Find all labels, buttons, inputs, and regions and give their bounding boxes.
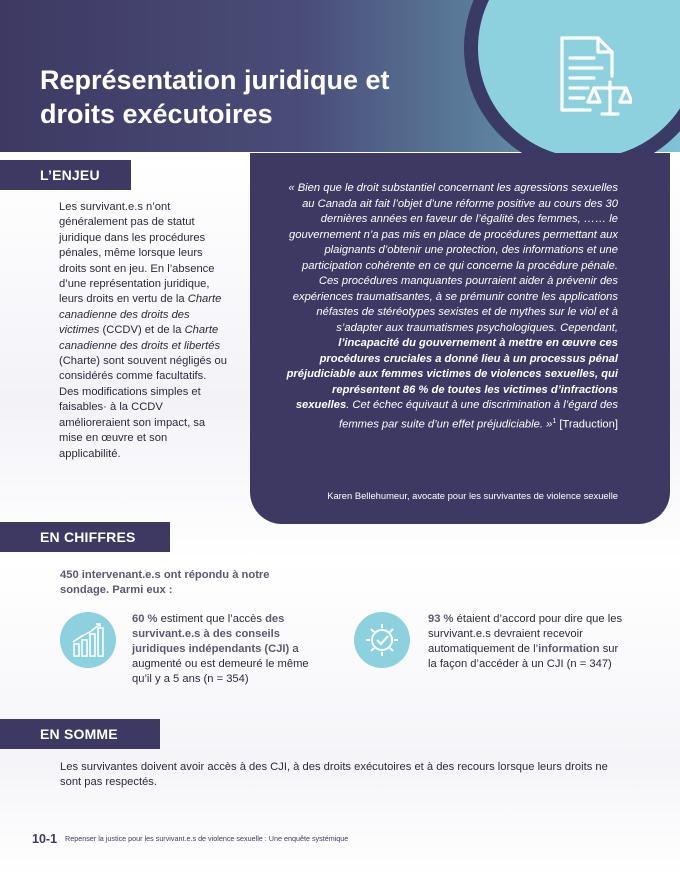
stat-1-text-2: a augmenté ou est demeuré le même qu’il y a 5 ans (n = 354): [132, 643, 309, 685]
summary-text: Les survivantes doivent avoir accès à des CJI, à des droits exécutoires et à des recours lorsque leurs droits ne sont pas respectés.: [60, 761, 608, 788]
quote-bold: l’incapacité du gouvernement à mettre en œuvre ces procédures cruciales a donné lieu à un processus pénal préjudiciable aux femmes victimes de violences sexuelles, qui représentent 86 % de toutes les victimes d’infractions sexuelles: [286, 337, 618, 411]
footer: [32, 831, 592, 847]
ccdv-title: Charte canadienne des droits des victimes: [59, 293, 222, 337]
issue-text-part-3: (Charte) sont souvent négligés ou considérés comme facultatifs. Des modifications simples et faisables· à la CCDV amélioreraient son impact, sa mise en œuvre et son applicabilité.: [59, 355, 227, 460]
stat-2-text-2: sur la façon d’accéder à un CJI (n = 347): [428, 643, 619, 670]
stat-1-icon-circle: [60, 612, 116, 668]
quote-part-2: . Cet échec équivaut à une discrimination à l’égard des femmes par suite d’un effet préjudiciable. »: [339, 399, 618, 431]
page-title-line-1: Représentation juridique et: [40, 65, 390, 95]
stat-2-text: [428, 612, 628, 672]
issue-text-part-2: (CCDV) et de la: [99, 324, 185, 337]
stat-2-text-1: étaient d’accord pour dire que les survivant.e.s devraient recevoir automatiquement de l’: [428, 613, 623, 655]
gear-check-icon: [354, 612, 410, 668]
stat-2-highlight: information: [538, 643, 600, 655]
issue-paragraph: [59, 200, 229, 462]
section-label-figures: EN CHIFFRES: [0, 522, 170, 552]
stat-1-highlight: des survivant.e.s à des conseils juridiques indépendants (CJI): [132, 613, 290, 655]
stat-2-icon-circle: [354, 612, 410, 668]
issue-text-part-1: Les survivant.e.s n’ont généralement pas de statut juridique dans les procédures pénales, même lorsque leurs droits sont en jeu. En l’absence d’une représentation juridique, leurs droits en vertu de la: [59, 201, 215, 306]
quote-footnote: 1: [552, 417, 557, 425]
charte-title: Charte canadienne des droits et libertés: [59, 324, 221, 352]
stat-1-percent: 60 %: [132, 613, 158, 625]
survey-intro: 450 intervenant.e.s ont répondu à notre sondage. Parmi eux :: [60, 569, 270, 596]
page-title: [40, 63, 460, 131]
quote-translation: [Traduction]: [556, 418, 618, 431]
section-label-summary: EN SOMME: [0, 719, 160, 749]
stat-1-text-1: estiment que l’accès: [157, 613, 266, 625]
header-banner: [0, 0, 680, 152]
section-label-issue: L’ENJEU: [0, 160, 131, 190]
stat-1-text: [132, 612, 322, 687]
quote-author: Karen Bellehumeur, avocate pour les survivantes de violence sexuelle: [327, 490, 618, 501]
stat-2-percent: 93 %: [428, 613, 454, 625]
quote-text: [280, 181, 618, 433]
page-title-line-2: droits exécutoires: [40, 99, 273, 129]
footer-title: Repenser la justice pour les survivant.e.s de violence sexuelle : Une enquête systémique: [65, 834, 349, 844]
legal-document-scales-icon: [548, 30, 632, 120]
quote-part-1: « Bien que le droit substantiel concernant les agressions sexuelles au Canada ait fait l’objet d’une réforme positive au cours des 30 dernières années en faveur de l’égalité des femmes, …… le gouvernement n’a pas mis en place de procédures permettant aux plaignants d’obtenir une protection, des informations et une participation cohérente en ce qui concerne la procédure pénale. Ces procédures manquantes pourraient aider à prévenir des expériences traumatisantes, à se prémunir contre les applications néfastes de stéréotypes sexistes et de mythes sur le viol et à s’adapter aux traumatismes psychologiques. Cependant,: [288, 182, 618, 334]
page-number: 10-1: [32, 832, 58, 847]
bar-chart-growth-icon: [60, 612, 116, 668]
